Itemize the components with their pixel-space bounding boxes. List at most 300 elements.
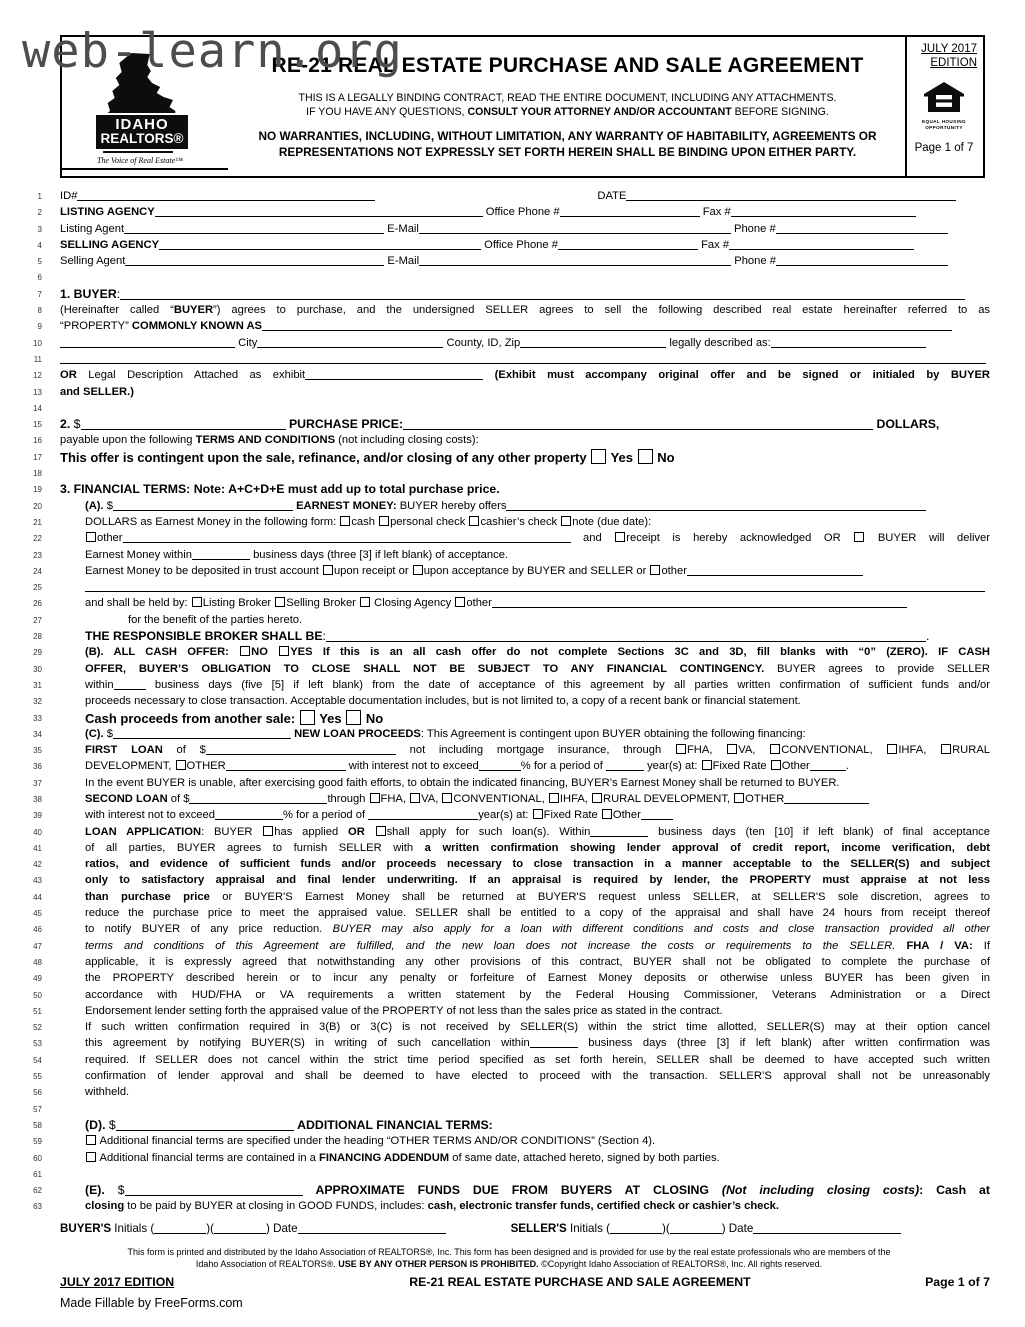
line-number: 38 xyxy=(33,794,42,804)
form-line-12 xyxy=(28,367,990,383)
form-line-6 xyxy=(28,269,990,285)
fill-in-blank[interactable] xyxy=(530,1036,578,1048)
fill-in-blank[interactable] xyxy=(492,596,907,608)
text-segment: or BUYER'S Earnest Money shall be returned at BUYER'S request unless SELLER, at SELLER'S sole discretion, agrees to xyxy=(209,890,990,903)
form-line-49 xyxy=(28,970,990,986)
fill-in-blank[interactable] xyxy=(77,189,375,201)
text-segment: $ xyxy=(106,727,113,740)
text-segment: $ xyxy=(70,417,81,432)
checkbox[interactable] xyxy=(615,532,625,542)
line-number: 52 xyxy=(33,1023,42,1033)
line-content xyxy=(85,840,990,856)
fill-in-blank[interactable] xyxy=(114,678,146,690)
text-segment: withheld. xyxy=(85,1086,130,1099)
line-number: 41 xyxy=(33,843,42,853)
text-segment: upon receipt or xyxy=(333,564,412,577)
line-content xyxy=(85,742,990,758)
legal-line2-pre: Idaho Association of REALTORS®. xyxy=(195,1258,339,1269)
text-segment: RURAL DEVELOPMENT, xyxy=(603,792,734,805)
line-content xyxy=(85,1117,990,1133)
text-segment: Office Phone # xyxy=(481,238,558,251)
text-segment: E-Mail xyxy=(384,255,420,268)
fill-in-blank[interactable] xyxy=(305,368,483,380)
checkbox[interactable] xyxy=(176,760,186,770)
footer-bottom-row xyxy=(28,1275,990,1289)
checkbox[interactable] xyxy=(455,597,465,607)
form-line-44 xyxy=(28,889,990,905)
line-content xyxy=(60,269,990,285)
text-segment: : BUYER xyxy=(201,825,263,838)
fill-in-blank[interactable] xyxy=(154,1222,206,1234)
text-segment: Fax # xyxy=(697,238,730,251)
line-number: 37 xyxy=(33,778,42,788)
footer xyxy=(0,1218,1025,1310)
fill-in-blank[interactable] xyxy=(368,808,478,820)
line-number: 31 xyxy=(33,680,42,690)
checkbox[interactable] xyxy=(240,646,250,656)
form-line-33 xyxy=(28,710,990,726)
fill-in-blank[interactable] xyxy=(626,189,956,201)
warranty-disclaimer: NO WARRANTIES, INCLUDING, WITHOUT LIMITATION, ANY WARRANTY OF HABITABILITY, AGREEMENTS OR REPRESENTATIONS NOT EXPRESSLY SET FORTH HEREIN SHALL BE BINDING UPON EITHER PARTY. xyxy=(258,129,877,159)
text-segment: (A). xyxy=(85,499,107,512)
form-line-27 xyxy=(28,612,990,628)
text-segment: OTHER xyxy=(186,760,226,773)
fill-in-blank[interactable] xyxy=(771,336,926,348)
line-content xyxy=(60,465,990,481)
fill-in-blank[interactable] xyxy=(226,759,346,771)
line-number: 62 xyxy=(33,1186,42,1196)
fill-in-blank[interactable] xyxy=(215,808,283,820)
text-segment: accordance with HUD/FHA or VA requirements a written statement by the Federal Housing Commissioner, Veterans Administration or a Direct xyxy=(85,988,990,1001)
spacer xyxy=(446,1231,511,1232)
fill-in-blank[interactable] xyxy=(784,792,869,804)
line-content xyxy=(85,1035,990,1051)
fill-in-blank[interactable] xyxy=(113,499,293,511)
fill-in-blank[interactable] xyxy=(520,336,666,348)
text-segment: If such written confirmation required in 3(B) or 3(C) is not received by SELLER(S) within the strict time allotted, SELLER(S) may at their option cancel xyxy=(85,1021,990,1034)
form-line-8 xyxy=(28,302,990,318)
checkbox[interactable] xyxy=(702,760,712,770)
text-segment: OR xyxy=(348,825,365,838)
form-body xyxy=(0,188,1025,1215)
fill-in-blank[interactable] xyxy=(192,548,250,560)
line-content xyxy=(60,416,990,432)
form-line-29 xyxy=(28,644,990,660)
fill-in-blank[interactable] xyxy=(85,580,985,592)
text-segment: other xyxy=(97,532,123,545)
text-segment: terms and conditions of this Agreement are fulfilled, and the new loan does not increase the costs or requirements to the SELLER. xyxy=(85,939,896,952)
line-content xyxy=(60,432,990,448)
text-segment: DOLLARS as Earnest Money in the following form: xyxy=(85,515,340,528)
checkbox[interactable] xyxy=(340,516,350,526)
line-content xyxy=(85,579,990,595)
text-segment: ) Date xyxy=(721,1222,754,1235)
fill-in-blank[interactable] xyxy=(60,352,986,364)
text-segment: (E). xyxy=(85,1183,118,1198)
fill-in-blank[interactable] xyxy=(419,254,731,266)
line-number: 60 xyxy=(33,1153,42,1163)
fill-in-blank[interactable] xyxy=(125,254,384,266)
line-content xyxy=(85,1068,990,1084)
text-segment: Cash at xyxy=(936,1183,990,1198)
line-number: 7 xyxy=(37,289,42,299)
checkbox[interactable] xyxy=(323,565,333,575)
text-segment: COMMONLY KNOWN AS xyxy=(131,320,263,333)
checkbox[interactable] xyxy=(370,793,380,803)
form-line-63 xyxy=(28,1198,990,1214)
line-number: 29 xyxy=(33,648,42,658)
line-content xyxy=(60,449,990,465)
text-segment: Additional financial terms are contained in a xyxy=(97,1151,320,1164)
checkbox[interactable] xyxy=(549,793,559,803)
checkbox[interactable] xyxy=(771,760,781,770)
fill-in-blank[interactable] xyxy=(606,759,644,771)
fill-in-blank[interactable] xyxy=(124,222,384,234)
text-segment: Phone # xyxy=(730,222,776,235)
checkbox[interactable] xyxy=(86,1152,96,1162)
line-content xyxy=(60,351,990,367)
line-content xyxy=(85,661,990,677)
checkbox[interactable] xyxy=(533,809,543,819)
line-content xyxy=(60,1101,990,1117)
fill-in-blank[interactable] xyxy=(479,759,521,771)
form-line-17 xyxy=(28,449,990,465)
form-line xyxy=(28,1218,990,1240)
fill-in-blank[interactable] xyxy=(116,1119,294,1131)
line-number: 50 xyxy=(33,990,42,1000)
line-content xyxy=(60,1166,990,1182)
text-segment: Endorsement lender setting forth the appraised value of the PROPERTY of not less than the sales price as stated in the contract. xyxy=(85,1004,723,1017)
checkbox[interactable] xyxy=(887,744,897,754)
text-segment: NO xyxy=(251,646,279,659)
text-segment: Listing Agent xyxy=(60,222,125,235)
text-segment: $ xyxy=(106,499,113,512)
line-content xyxy=(85,824,990,840)
text-segment: BUYER will deliver xyxy=(865,532,990,545)
form-line-23 xyxy=(28,547,990,563)
text-segment: NEW LOAN PROCEEDS xyxy=(294,727,421,740)
text-segment: Office Phone # xyxy=(482,206,560,219)
fill-in-blank[interactable] xyxy=(776,222,948,234)
fill-in-blank[interactable] xyxy=(189,792,327,804)
form-line-41 xyxy=(28,840,990,856)
text-segment: payable upon the following xyxy=(60,434,196,447)
checkbox[interactable] xyxy=(413,565,423,575)
fill-in-blank[interactable] xyxy=(206,743,396,755)
text-segment: )( xyxy=(661,1222,670,1235)
text-segment: (B). ALL CASH OFFER: xyxy=(85,646,240,659)
fill-in-blank[interactable] xyxy=(729,238,914,250)
form-line-54 xyxy=(28,1052,990,1068)
fill-in-blank[interactable] xyxy=(123,531,571,543)
logo-rule xyxy=(62,168,228,170)
checkbox[interactable] xyxy=(275,597,285,607)
text-segment: FIRST LOAN xyxy=(85,744,163,757)
text-segment: through xyxy=(327,792,369,805)
form-line-15 xyxy=(28,416,990,432)
form-line-42 xyxy=(28,856,990,872)
line-content xyxy=(85,758,990,774)
checkbox[interactable] xyxy=(650,565,660,575)
header xyxy=(60,35,985,178)
text-segment: of $ xyxy=(167,792,190,805)
checkbox[interactable] xyxy=(602,809,612,819)
text-segment: ) Date xyxy=(265,1222,298,1235)
fill-in-blank[interactable] xyxy=(298,1222,446,1234)
checkbox[interactable] xyxy=(86,1135,96,1145)
text-segment: Phone # xyxy=(731,255,776,268)
form-line-30 xyxy=(28,661,990,677)
text-segment: SECOND LOAN xyxy=(85,792,168,805)
checkbox[interactable] xyxy=(279,646,289,656)
text-segment: a written confirmation showing lender approval of credit report, income verification, debt xyxy=(424,841,990,854)
text-segment: personal check xyxy=(390,515,469,528)
checkbox[interactable] xyxy=(854,532,864,542)
line-number: 25 xyxy=(33,583,42,593)
form-line-51 xyxy=(28,1003,990,1019)
line-number: 59 xyxy=(33,1137,42,1147)
line-content xyxy=(85,1084,990,1100)
line-number: 63 xyxy=(33,1202,42,1212)
line-number: 26 xyxy=(33,599,42,609)
fill-in-blank[interactable] xyxy=(641,808,673,820)
text-segment: BUYER agrees to provide SELLER xyxy=(764,662,990,675)
line-content xyxy=(85,1052,990,1068)
line-content xyxy=(60,318,990,334)
text-segment: % for a period of xyxy=(282,809,369,822)
fill-in-blank[interactable] xyxy=(159,238,481,250)
edition-line1: JULY 2017 xyxy=(921,43,977,55)
text-segment: other xyxy=(466,597,492,610)
checkbox[interactable] xyxy=(360,597,370,607)
checkbox[interactable] xyxy=(734,793,744,803)
checkbox[interactable] xyxy=(638,449,653,464)
line-number: 10 xyxy=(33,338,42,348)
notice-line1: THIS IS A LEGALLY BINDING CONTRACT, READ THE ENTIRE DOCUMENT, INCLUDING ANY ATTACHMENTS. xyxy=(298,92,837,104)
fill-in-blank[interactable] xyxy=(776,254,948,266)
line-content xyxy=(60,302,990,318)
equal-housing-house-icon xyxy=(924,82,964,114)
text-segment: EARNEST MONEY: xyxy=(296,499,397,512)
line-number: 22 xyxy=(33,534,42,544)
fill-in-blank[interactable] xyxy=(419,222,731,234)
fill-in-blank[interactable] xyxy=(590,825,648,837)
checkbox[interactable] xyxy=(376,826,386,836)
line-number: 39 xyxy=(33,811,42,821)
form-line-28 xyxy=(28,628,990,644)
line-content xyxy=(85,644,990,660)
fill-in-blank[interactable] xyxy=(753,1222,901,1234)
text-segment: cashier’s check xyxy=(480,515,561,528)
checkbox[interactable] xyxy=(192,597,202,607)
form-line-55 xyxy=(28,1068,990,1084)
line-content xyxy=(85,628,990,644)
text-segment: BUYER xyxy=(173,304,214,317)
form-line-26 xyxy=(28,595,990,611)
text-segment: Selling Agent xyxy=(60,255,126,268)
text-segment: IHFA, xyxy=(559,792,592,805)
line-content xyxy=(60,481,990,497)
binding-contract-notice xyxy=(230,91,905,119)
line-number: 6 xyxy=(37,273,42,283)
line-content xyxy=(85,547,990,563)
line-content xyxy=(85,595,990,611)
line-number: 44 xyxy=(33,892,42,902)
line-number: 14 xyxy=(33,403,42,413)
text-segment xyxy=(365,826,375,838)
checkbox[interactable] xyxy=(442,793,452,803)
line-number xyxy=(28,1218,42,1240)
text-segment: and xyxy=(570,532,615,545)
form-line-62 xyxy=(28,1182,990,1198)
line-number: 5 xyxy=(37,257,42,267)
line-number: 54 xyxy=(33,1055,42,1065)
fill-in-blank[interactable] xyxy=(558,238,698,250)
line-content xyxy=(85,530,990,546)
form-line-34 xyxy=(28,726,990,742)
fill-in-blank[interactable] xyxy=(113,727,291,739)
line-content xyxy=(128,612,990,628)
text-segment: of $ xyxy=(162,744,206,757)
line-content xyxy=(85,693,990,709)
checkbox[interactable] xyxy=(770,744,780,754)
fill-in-blank[interactable] xyxy=(670,1222,722,1234)
line-content xyxy=(85,514,990,530)
idaho-realtors-wordmark xyxy=(94,113,190,151)
checkbox[interactable] xyxy=(469,516,479,526)
text-segment: PURCHASE PRICE: xyxy=(288,417,404,432)
legal-line2-bold: USE BY ANY OTHER PERSON IS PROHIBITED. xyxy=(338,1258,539,1269)
fill-in-blank[interactable] xyxy=(687,564,863,576)
form-line-7 xyxy=(28,286,990,302)
line-number: 30 xyxy=(33,664,42,674)
text-segment xyxy=(303,1183,316,1197)
text-segment: Earnest Money within xyxy=(85,548,192,561)
checkbox[interactable] xyxy=(410,793,420,803)
text-segment: has applied xyxy=(274,825,348,838)
text-segment: applicable, it is expressly agreed that notwithstanding any other provisions of this contract, BUYER shall not be obligated to complete the purchase of xyxy=(85,955,990,968)
text-segment: with interest not to exceed xyxy=(345,760,479,773)
line-content xyxy=(85,498,990,514)
text-segment: business days (five [5] if left blank) from the date of acceptance of this agreement by all parties written confirmation of sufficient funds and/or xyxy=(145,678,990,691)
text-segment: FHA / VA: xyxy=(906,939,973,952)
fill-in-blank[interactable] xyxy=(60,336,235,348)
legal-line1: This form is printed and distributed by the Idaho Association of REALTORS®, Inc. This form has been designed and is provided for use by the real estate professionals who are members of the xyxy=(127,1247,891,1257)
line-content xyxy=(85,905,990,921)
checkbox[interactable] xyxy=(941,744,951,754)
text-segment: upon acceptance by BUYER and SELLER or xyxy=(423,564,650,577)
text-segment: ratios, and evidence of sufficient funds and/or proceeds necessary to close transaction in a manner acceptable to the SELLER(S) and subject xyxy=(85,858,990,871)
line-content xyxy=(85,1182,990,1198)
line-number: 55 xyxy=(33,1072,42,1082)
text-segment: Selling Broker xyxy=(286,597,360,610)
notice-line2-pre: IF YOU HAVE ANY QUESTIONS, xyxy=(306,106,468,118)
text-segment: than purchase price xyxy=(85,890,210,903)
line-number: 19 xyxy=(33,485,42,495)
text-segment: BUYER hereby offers xyxy=(396,499,507,512)
fill-in-blank[interactable] xyxy=(81,418,286,430)
fill-in-blank[interactable] xyxy=(403,418,873,430)
line-content xyxy=(60,188,990,204)
line-number: 56 xyxy=(33,1088,42,1098)
fill-in-blank[interactable] xyxy=(810,759,846,771)
checkbox[interactable] xyxy=(300,710,315,725)
form-line-10 xyxy=(28,335,990,351)
checkbox[interactable] xyxy=(379,516,389,526)
form-line-3 xyxy=(28,221,990,237)
line-number: 12 xyxy=(33,371,42,381)
checkbox[interactable] xyxy=(676,744,686,754)
line-number: 21 xyxy=(33,517,42,527)
fill-in-blank[interactable] xyxy=(262,319,952,331)
form-line-2 xyxy=(28,204,990,220)
fill-in-blank[interactable] xyxy=(560,205,700,217)
form-line-14 xyxy=(28,400,990,416)
text-segment: $ xyxy=(108,1117,116,1132)
checkbox[interactable] xyxy=(591,449,606,464)
line-number: 2 xyxy=(37,208,42,218)
form-line-1 xyxy=(28,188,990,204)
checkbox[interactable] xyxy=(561,516,571,526)
text-segment: to be paid by BUYER at closing in GOOD FUNDS, includes: xyxy=(124,1200,428,1213)
line-number: 4 xyxy=(37,240,42,250)
text-segment: ADDITIONAL FINANCIAL TERMS: xyxy=(297,1117,493,1132)
fill-in-blank[interactable] xyxy=(731,205,916,217)
form-line-39 xyxy=(28,807,990,823)
checkbox[interactable] xyxy=(592,793,602,803)
fill-in-blank[interactable] xyxy=(506,499,926,511)
text-segment: required. If SELLER does not cancel within the strict time period specified as set forth herein, SELLER shall be deemed to have accepted such written xyxy=(85,1053,990,1066)
text-segment: Other xyxy=(612,809,641,822)
line-number: 45 xyxy=(33,909,42,919)
text-segment: proceeds necessary to close transaction. Acceptable documentation includes, but is not limited to, a copy of a recent bank or financial statement. xyxy=(85,695,801,708)
text-segment: FINANCING ADDENDUM xyxy=(319,1151,450,1164)
text-segment: OFFER, BUYER’S OBLIGATION TO CLOSE SHALL NOT BE SUBJECT TO ANY FINANCIAL CONTINGENCY. xyxy=(85,662,765,675)
notice-line2-bold: CONSULT YOUR ATTORNEY AND/OR ACCOUNTANT xyxy=(467,106,732,118)
fill-in-blank[interactable] xyxy=(120,288,965,300)
text-segment: LISTING AGENCY xyxy=(60,206,155,219)
checkbox[interactable] xyxy=(727,744,737,754)
form-line-43 xyxy=(28,872,990,888)
text-segment: to notify BUYER of any price reduction. xyxy=(85,923,333,936)
line-content xyxy=(85,954,990,970)
form-line-9 xyxy=(28,318,990,334)
line-number: 18 xyxy=(33,469,42,479)
spacer xyxy=(375,198,597,199)
text-segment: DOLLARS, xyxy=(876,417,940,432)
form-line-45 xyxy=(28,905,990,921)
checkbox[interactable] xyxy=(263,826,273,836)
fill-in-blank[interactable] xyxy=(326,630,926,642)
line-number: 47 xyxy=(33,941,42,951)
line-content xyxy=(85,710,990,726)
line-content xyxy=(85,563,990,579)
line-number: 15 xyxy=(33,420,42,430)
fill-in-blank[interactable] xyxy=(125,1184,303,1196)
text-segment: City xyxy=(235,336,258,349)
text-segment: legally described as: xyxy=(666,336,771,349)
line-number: 20 xyxy=(33,501,42,511)
checkbox[interactable] xyxy=(86,532,96,542)
text-segment: (C). xyxy=(85,727,107,740)
fill-in-blank[interactable] xyxy=(610,1222,662,1234)
fill-in-blank[interactable] xyxy=(257,336,443,348)
text-segment: ”) agrees to purchase, and the undersigned SELLER agrees to sell the following described real estate hereinafter referred to as xyxy=(213,304,990,317)
fill-in-blank[interactable] xyxy=(155,205,483,217)
text-segment: Other xyxy=(781,760,810,773)
checkbox[interactable] xyxy=(346,710,361,725)
fill-in-blank[interactable] xyxy=(214,1222,266,1234)
